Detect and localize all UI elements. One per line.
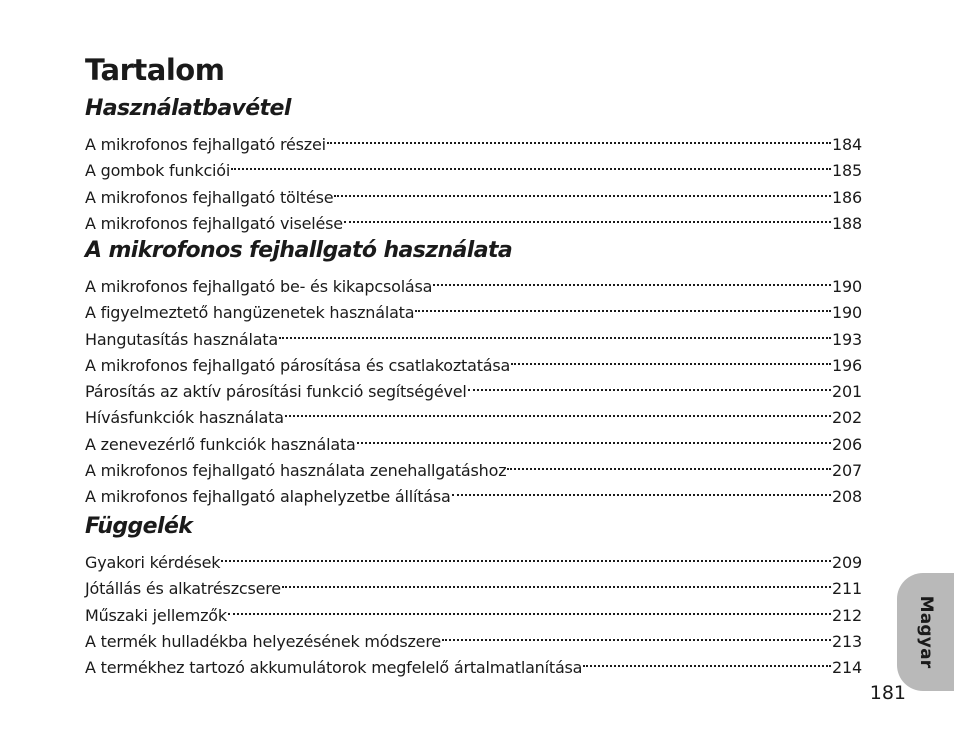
toc-entry-page: 196 — [832, 355, 862, 375]
page-title: Tartalom — [85, 53, 225, 87]
toc-entry-page: 188 — [832, 213, 862, 233]
toc-entry-page: 190 — [832, 277, 862, 296]
toc-entry-title: Jótállás és alkatrészcsere — [85, 579, 281, 599]
toc-entry-page: 214 — [832, 658, 862, 678]
dot-leader — [327, 124, 831, 150]
toc-entry-title: A mikrofonos fejhallgató használata zenehallgatáshoz — [85, 461, 507, 481]
dot-leader — [452, 476, 831, 502]
toc-entry-title: A mikrofonos fejhallgató viselése — [85, 213, 343, 233]
toc-entry-title: A termékhez tartozó akkumulátorok megfelelő ártalmatlanítása — [85, 658, 583, 678]
toc-entry-title: A mikrofonos fejhallgató párosítása és csatlakoztatása — [85, 355, 511, 375]
language-tab-label: Magyar — [915, 595, 936, 669]
toc-entry[interactable] — [85, 124, 862, 154]
toc-entry-page: 185 — [832, 161, 862, 181]
section-heading: Függelék — [85, 514, 193, 539]
toc-entry-title: Gyakori kérdések — [85, 553, 221, 572]
dot-leader — [285, 397, 831, 423]
toc-entry-page: 211 — [832, 579, 862, 599]
dot-leader — [511, 345, 831, 371]
dot-leader — [344, 203, 831, 229]
section-heading: Használatbavétel — [85, 96, 291, 121]
dot-leader — [334, 177, 831, 203]
dot-leader — [433, 266, 831, 292]
toc-entry-title: A mikrofonos fejhallgató alaphelyzetbe állítása — [85, 487, 451, 507]
toc-entry-title: A mikrofonos fejhallgató töltése — [85, 187, 334, 207]
toc-entry-page: 207 — [832, 461, 862, 481]
language-side-tab — [897, 573, 954, 691]
dot-leader — [231, 150, 831, 176]
toc-entry-page: 208 — [832, 487, 862, 507]
toc-entry-title: A zenevezérlő funkciók használata — [85, 434, 356, 454]
toc-entry-title: Hangutasítás használata — [85, 329, 278, 349]
dot-leader — [415, 292, 831, 318]
toc-entry-title: A mikrofonos fejhallgató részei — [85, 135, 326, 154]
toc-entry-page: 212 — [832, 605, 862, 625]
dot-leader — [228, 595, 831, 621]
dot-leader — [442, 621, 831, 647]
toc-entry-page: 202 — [832, 408, 862, 428]
toc-entry-page: 213 — [832, 631, 862, 651]
toc-entry-title: Hívásfunkciók használata — [85, 408, 284, 428]
toc-entry-title: A termék hulladékba helyezésének módszere — [85, 631, 441, 651]
toc-entry[interactable] — [85, 266, 862, 296]
toc-entry[interactable] — [85, 542, 862, 572]
toc-entry-title: Műszaki jellemzők — [85, 605, 227, 625]
toc-entry-page: 193 — [832, 329, 862, 349]
dot-leader — [468, 371, 831, 397]
toc-entry-title: A figyelmeztető hangüzenetek használata — [85, 303, 415, 323]
dot-leader — [279, 319, 831, 345]
toc-entry-page: 186 — [832, 187, 862, 207]
dot-leader — [507, 450, 831, 476]
toc-entry-title: A mikrofonos fejhallgató be- és kikapcsolása — [85, 277, 433, 296]
page-number: 181 — [869, 682, 906, 704]
toc-entry-page: 190 — [832, 303, 862, 323]
dot-leader — [583, 647, 831, 673]
toc-section-fuggelek — [85, 512, 862, 678]
dot-leader — [282, 568, 831, 594]
toc-entry-page: 201 — [832, 382, 862, 402]
toc-entry-page: 206 — [832, 434, 862, 454]
toc-entry-page: 209 — [832, 553, 862, 572]
toc-entry-title: A gombok funkciói — [85, 161, 231, 181]
toc-section-hasznalata — [85, 236, 862, 507]
section-heading: A mikrofonos fejhallgató használata — [85, 238, 513, 263]
toc-section-hasznalatbavetel — [85, 94, 862, 233]
toc-entry-title: Párosítás az aktív párosítási funkció segítségével — [85, 382, 467, 402]
dot-leader — [221, 542, 831, 568]
toc-entry-page: 184 — [832, 135, 862, 154]
dot-leader — [357, 424, 831, 450]
